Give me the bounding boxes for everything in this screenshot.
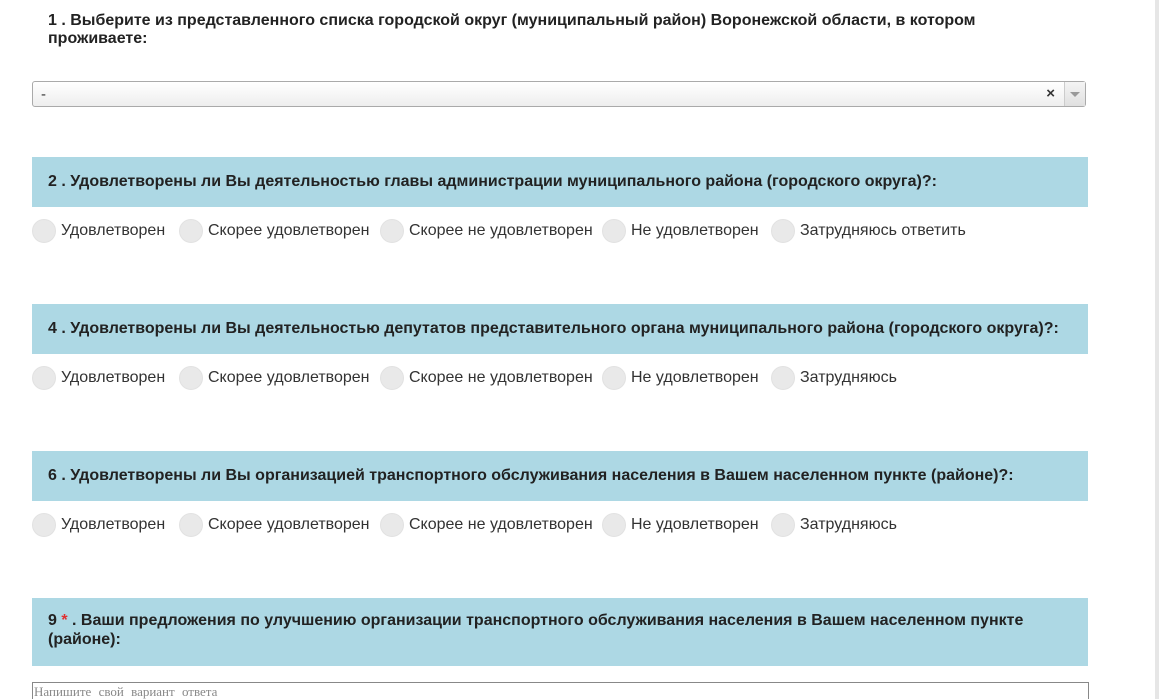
option-label: Затрудняюсь ответить <box>800 222 966 239</box>
radio-button[interactable] <box>380 219 404 243</box>
question-2-title: 2 . Удовлетворены ли Вы деятельностью главы администрации муниципального района (городского округа)?: <box>32 157 1088 207</box>
question-4-title: 4 . Удовлетворены ли Вы деятельностью депутатов представительного органа муниципального района (городского округа)?: <box>32 304 1088 354</box>
chevron-down-icon <box>1070 92 1080 97</box>
question-1-title: 1 . Выберите из представленного списка городской округ (муниципальный район) Воронежской области, в котором проживаете: <box>48 12 976 47</box>
option-label: Не удовлетворен <box>631 222 759 239</box>
required-marker: * <box>61 612 68 629</box>
option-label: Скорее не удовлетворен <box>409 222 593 239</box>
option-label: Скорее не удовлетворен <box>409 516 593 533</box>
option-label: Не удовлетворен <box>631 369 759 386</box>
q6-option-rather-satisfied[interactable] <box>179 512 370 538</box>
question-number: 9 <box>48 612 57 629</box>
option-label: Удовлетворен <box>61 222 166 239</box>
q4-option-not-satisfied[interactable] <box>602 365 759 391</box>
q2-option-rather-satisfied[interactable] <box>179 218 370 244</box>
q2-option-satisfied[interactable] <box>32 218 165 244</box>
radio-button[interactable] <box>771 219 795 243</box>
q4-option-satisfied[interactable] <box>32 365 165 391</box>
q4-option-rather-not-satisfied[interactable] <box>380 365 593 391</box>
q6-option-not-satisfied[interactable] <box>602 512 759 538</box>
radio-button[interactable] <box>32 513 56 537</box>
radio-button[interactable] <box>380 513 404 537</box>
district-select[interactable] <box>32 81 1086 107</box>
radio-button[interactable] <box>771 366 795 390</box>
option-label: Затрудняюсь <box>800 369 897 386</box>
option-label: Скорее удовлетворен <box>208 222 370 239</box>
q4-option-hard-to-answer[interactable] <box>771 365 897 391</box>
district-select-value: - <box>41 86 46 103</box>
q6-option-hard-to-answer[interactable] <box>771 512 897 538</box>
radio-button[interactable] <box>179 219 203 243</box>
q6-option-rather-not-satisfied[interactable] <box>380 512 593 538</box>
q6-option-satisfied[interactable] <box>32 512 165 538</box>
radio-button[interactable] <box>179 513 203 537</box>
radio-button[interactable] <box>32 219 56 243</box>
q4-option-rather-satisfied[interactable] <box>179 365 370 391</box>
question-6-title: 6 . Удовлетворены ли Вы организацией транспортного обслуживания населения в Вашем населенном пункте (районе)?: <box>32 451 1088 501</box>
radio-button[interactable] <box>380 366 404 390</box>
option-label: Скорее удовлетворен <box>208 516 370 533</box>
option-label: Затрудняюсь <box>800 516 897 533</box>
clear-icon[interactable]: × <box>1046 85 1055 102</box>
option-label: Удовлетворен <box>61 369 166 386</box>
q2-option-rather-not-satisfied[interactable] <box>380 218 593 244</box>
radio-button[interactable] <box>602 219 626 243</box>
radio-button[interactable] <box>602 513 626 537</box>
radio-button[interactable] <box>602 366 626 390</box>
question-9-title <box>32 598 1088 666</box>
radio-button[interactable] <box>32 366 56 390</box>
q2-option-not-satisfied[interactable] <box>602 218 759 244</box>
q2-option-hard-to-answer[interactable] <box>771 218 966 244</box>
suggestions-textarea[interactable]: Напишите свой вариант ответа <box>32 682 1089 699</box>
option-label: Скорее удовлетворен <box>208 369 370 386</box>
question-9-text: . Ваши предложения по улучшению организации транспортного обслуживания населения в Вашем населенном пункте (районе): <box>48 612 1024 648</box>
option-label: Скорее не удовлетворен <box>409 369 593 386</box>
radio-button[interactable] <box>179 366 203 390</box>
radio-button[interactable] <box>771 513 795 537</box>
select-dropdown-toggle[interactable] <box>1064 82 1085 106</box>
option-label: Удовлетворен <box>61 516 166 533</box>
scrollbar[interactable] <box>1155 0 1159 699</box>
option-label: Не удовлетворен <box>631 516 759 533</box>
